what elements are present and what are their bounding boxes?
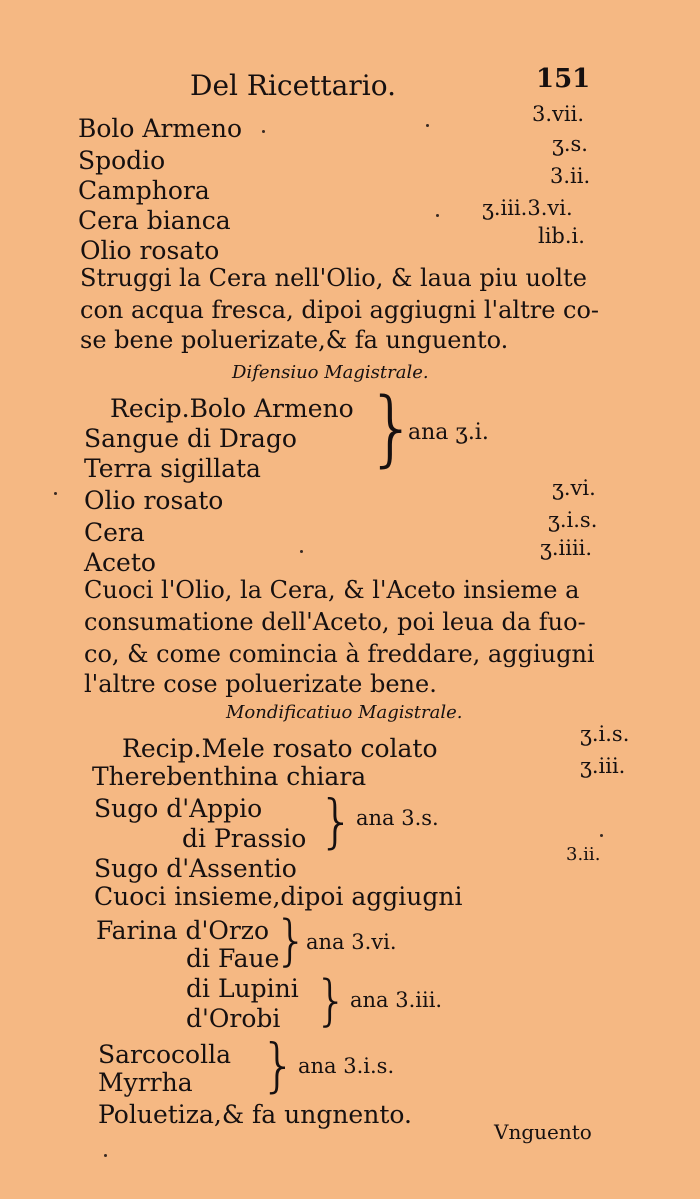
ingredient-sugo-assentio: Sugo d'Assentio bbox=[94, 854, 297, 883]
ingredient-aceto: Aceto bbox=[84, 548, 156, 577]
brace-symbol: } bbox=[314, 969, 349, 1032]
quantity-group-ana: ana ʒ.i. bbox=[408, 420, 489, 445]
recipe-title-difensiuo: Difensiuo Magistrale. bbox=[232, 362, 429, 383]
quantity-group-sarcocolla: ana 3.i.s. bbox=[298, 1054, 395, 1078]
ink-speck bbox=[600, 834, 603, 837]
quantity-group-farina: ana 3.vi. bbox=[306, 930, 397, 954]
ingredient-di-lupini: di Lupini bbox=[186, 974, 299, 1003]
ingredient-mele-rosato: Recip.Mele rosato colato bbox=[122, 734, 438, 763]
brace-symbol: } bbox=[318, 787, 355, 855]
ink-speck bbox=[262, 130, 265, 133]
ingredient-farina-orzo: Farina d'Orzo bbox=[96, 916, 269, 945]
brace-symbol: } bbox=[274, 909, 309, 972]
cooking-instruction: Cuoci insieme,dipoi aggiugni bbox=[94, 882, 463, 911]
quantity-therebenthina: ʒ.iii. bbox=[580, 754, 626, 778]
instruction-line: se bene poluerizate,& fa unguento. bbox=[80, 326, 509, 354]
ingredient-olio-rosato-2: Olio rosato bbox=[84, 486, 224, 515]
quantity-group-lupini: ana 3.iii. bbox=[350, 988, 443, 1012]
quantity-olio-rosato-2: ʒ.vi. bbox=[552, 476, 596, 500]
quantity-bolo-armeno: 3.vii. bbox=[532, 102, 585, 126]
brace-symbol: } bbox=[366, 381, 419, 476]
ink-speck bbox=[436, 214, 439, 217]
ingredient-sugo-appio: Sugo d'Appio bbox=[94, 794, 263, 823]
ink-speck bbox=[104, 1154, 107, 1157]
ingredient-di-faue: di Faue bbox=[186, 944, 280, 973]
quantity-cera: ʒ.i.s. bbox=[548, 508, 598, 532]
ingredient-sarcocolla: Sarcocolla bbox=[98, 1040, 231, 1069]
ingredient-terra-sigillata: Terra sigillata bbox=[84, 454, 261, 483]
quantity-aceto: ʒ.iiii. bbox=[540, 536, 593, 560]
ingredient-di-prassio: di Prassio bbox=[182, 824, 307, 853]
instruction-line: Cuoci l'Olio, la Cera, & l'Aceto insieme a bbox=[84, 576, 580, 604]
ingredient-bolo-armeno: Bolo Armeno bbox=[78, 114, 243, 143]
ink-speck bbox=[54, 492, 57, 495]
ingredient-d-orobi: d'Orobi bbox=[186, 1004, 281, 1033]
ink-speck bbox=[426, 124, 429, 127]
running-header-title: Del Ricettario. bbox=[190, 69, 396, 102]
ingredient-cera-bianca: Cera bianca bbox=[78, 206, 231, 235]
ingredient-olio-rosato: Olio rosato bbox=[80, 236, 220, 265]
ingredient-myrrha: Myrrha bbox=[98, 1068, 193, 1097]
page-number: 151 bbox=[536, 64, 591, 94]
quantity-mele-rosato: ʒ.i.s. bbox=[580, 722, 630, 746]
quantity-spodio: ʒ.s. bbox=[552, 132, 588, 156]
instruction-line: l'altre cose poluerizate bene. bbox=[84, 670, 437, 698]
brace-symbol: } bbox=[260, 1031, 297, 1099]
quantity-olio-rosato: lib.i. bbox=[538, 224, 585, 248]
closing-instruction: Poluetiza,& fa ungnento. bbox=[98, 1100, 412, 1129]
quantity-group-appio: ana 3.s. bbox=[356, 806, 439, 830]
ingredient-bolo-armeno-2: Recip.Bolo Armeno bbox=[110, 394, 354, 423]
catchword: Vnguento bbox=[494, 1120, 592, 1144]
ingredient-sangue-di-drago: Sangue di Drago bbox=[84, 424, 297, 453]
ingredient-spodio: Spodio bbox=[78, 146, 166, 175]
ingredient-cera: Cera bbox=[84, 518, 145, 547]
instruction-line: con acqua fresca, dipoi aggiugni l'altre co- bbox=[80, 296, 600, 324]
recipe-title-mondificatiuo: Mondificatiuo Magistrale. bbox=[226, 702, 463, 723]
ink-speck bbox=[300, 550, 303, 553]
ingredient-therebenthina: Therebenthina chiara bbox=[92, 762, 367, 791]
instruction-line: consumatione dell'Aceto, poi leua da fuo- bbox=[84, 608, 586, 636]
quantity-cera-bianca: ʒ.iii.3.vi. bbox=[482, 196, 573, 220]
instruction-line: Struggi la Cera nell'Olio, & laua piu uolte bbox=[80, 264, 587, 292]
quantity-sugo-assentio: 3.ii. bbox=[566, 844, 601, 865]
quantity-camphora: 3.ii. bbox=[550, 164, 591, 188]
instruction-line: co, & come comincia à freddare, aggiugni bbox=[84, 640, 595, 668]
ingredient-camphora: Camphora bbox=[78, 176, 210, 205]
